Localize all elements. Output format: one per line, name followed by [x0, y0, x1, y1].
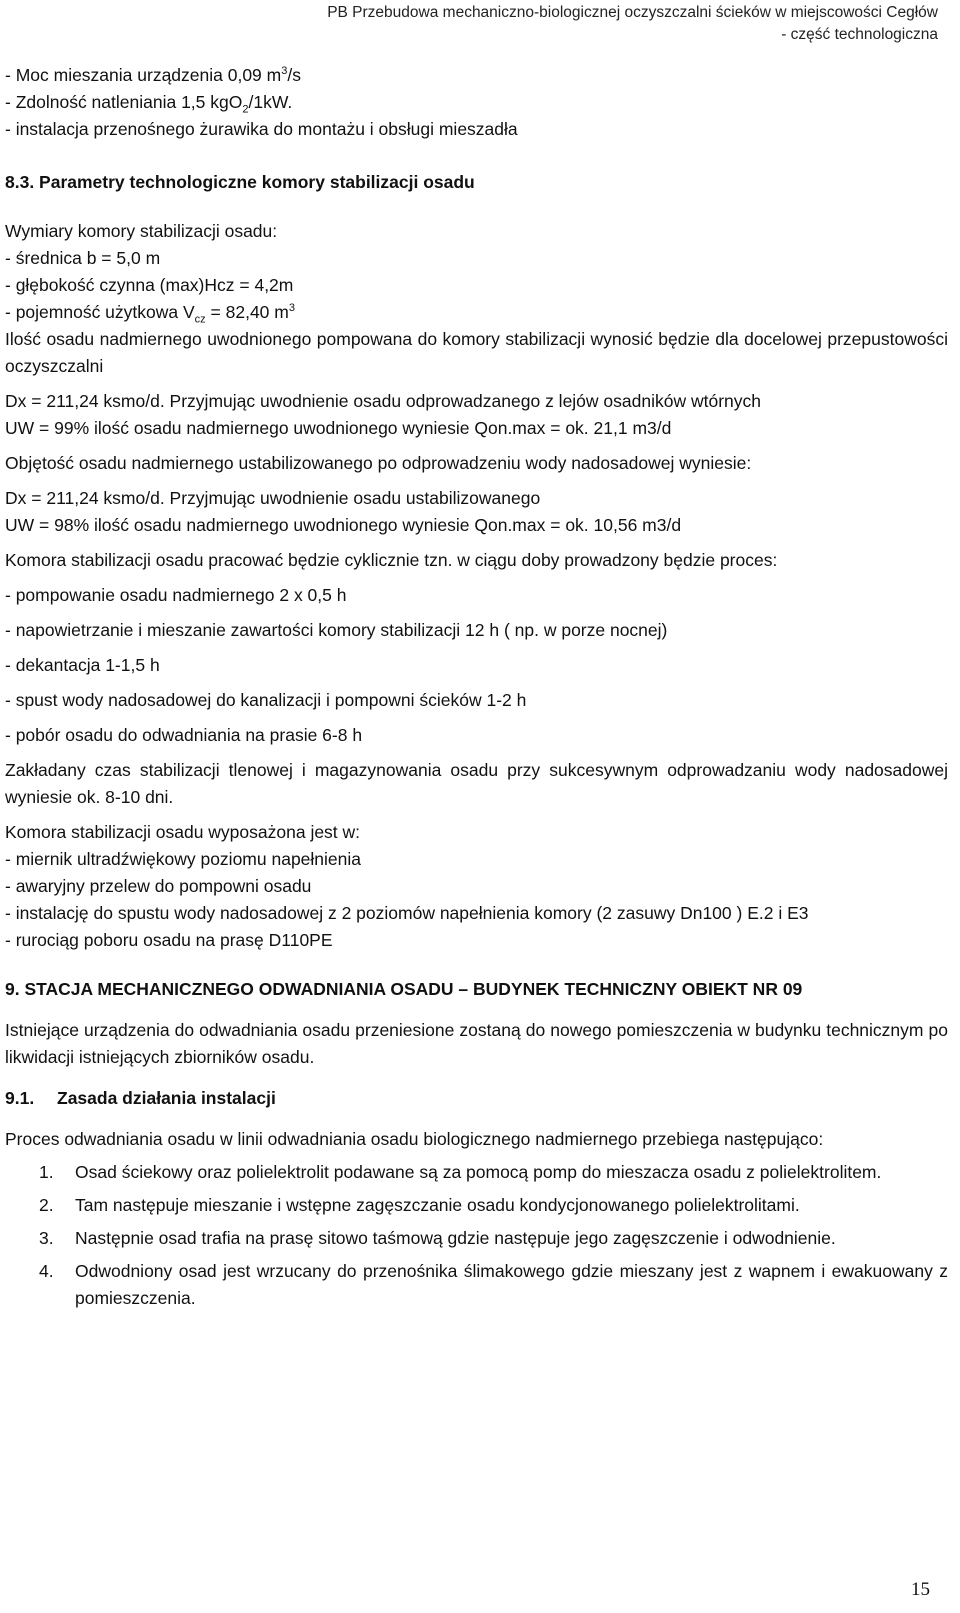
mixer-power-line: - Moc mieszania urządzenia 0,09 $m^3/s$ — [5, 65, 301, 85]
header-project-title: PB Przebudowa mechaniczno-biologicznej oczyszczalni ścieków w miejscowości Cegłów — [327, 4, 938, 21]
dims-intro: Wymiary komory stabilizacji osadu: — [5, 221, 278, 241]
item-text: Osad ściekowy oraz polielektrolit podawane są za pomocą pomp do mieszacza osadu z polielektrolitem. — [75, 1162, 882, 1182]
list-item: - instalację do spustu wody nadosadowej z 2 poziomów napełnienia komory (2 zasuwy Dn100 ) E.2 i E3 — [5, 903, 809, 923]
paragraph-existing-devices: Istniejące urządzenia do odwadniania osadu przeniesione zostaną do nowego pomieszczenia w budynku technicznym po likwidacji istniejących zbiorników osadu. — [5, 1020, 948, 1067]
item-text: Następnie osad trafia na prasę sitowo taśmową gdzie następuje jego zagęszczenie i odwodnienie. — [75, 1228, 836, 1248]
item-number: 4. — [39, 1261, 54, 1281]
list-item — [5, 1159, 948, 1186]
dims-depth: - głębokość czynna (max)Hcz = 4,2m — [5, 275, 294, 295]
dims-volume: - pojemność użytkowa $V_{cz} = 82,40$ $m^3$ — [5, 302, 295, 326]
item-text: Odwodniony osad jest wrzucany do przenośnika ślimakowego gdzie mieszany jest z wapnem i ewakuowany z pomieszczenia. — [75, 1261, 948, 1308]
list-item: - spust wody nadosadowej do kanalizacji i pompowni ścieków 1-2 h — [5, 690, 527, 710]
list-item: - dekantacja 1-1,5 h — [5, 655, 160, 675]
item-number: 3. — [39, 1228, 54, 1248]
item-number: 1. — [39, 1162, 54, 1182]
paragraph-dewatering-process: Proces odwadniania osadu w linii odwadniania osadu biologicznego nadmiernego przebiega następująco: — [5, 1129, 824, 1149]
list-item: - napowietrzanie i mieszanie zawartości komory stabilizacji 12 h ( np. w porze nocnej) — [5, 620, 668, 640]
paragraph-sludge-amount: Ilość osadu nadmiernego uwodnionego pompowana do komory stabilizacji wynosić będzie dla docelowej przepustowości oczyszczalni — [5, 329, 948, 376]
paragraph-dx-1: Dx = 211,24 ksmo/d. Przyjmując uwodnienie osadu odprowadzanego z lejów osadników wtórnych UW = 99% ilość osadu nadmiernego uwodnionego wyniesie Qon.max = ok. 21,1 m3/d — [5, 391, 761, 438]
list-item — [5, 1225, 948, 1252]
paragraph-stabilized-volume: Objętość osadu nadmiernego ustabilizowanego po odprowadzeniu wody nadosadowej wyniesie: — [5, 453, 752, 473]
mixer-oxygen-line: - Zdolność natleniania 1,5 kgO$_2$/1kW. — [5, 92, 293, 116]
section-9-1-heading — [5, 1085, 948, 1112]
list-item: - pobór osadu do odwadniania na prasie 6-8 h — [5, 725, 363, 745]
list-item: - pompowanie osadu nadmiernego 2 x 0,5 h — [5, 585, 347, 605]
section-number: 9.1. — [5, 1088, 35, 1108]
list-item: - miernik ultradźwiękowy poziomu napełnienia — [5, 849, 361, 869]
paragraph-dx-2: Dx = 211,24 ksmo/d. Przyjmując uwodnienie osadu ustabilizowanego UW = 98% ilość osadu nadmiernego uwodnionego wyniesie Qon.max = ok. 10,56 m3/d — [5, 488, 682, 535]
list-item — [5, 1258, 948, 1312]
mixer-specs — [5, 62, 948, 143]
list-item — [5, 1192, 948, 1219]
dims-diameter: - średnica b = 5,0 m — [5, 248, 161, 268]
dewatering-steps-list — [5, 1159, 948, 1312]
document-body — [5, 62, 948, 1312]
equipment-intro: Komora stabilizacji osadu wyposażona jest w: — [5, 822, 361, 842]
mixer-crane-line: - instalacja przenośnego żurawika do montażu i obsługi mieszadła — [5, 119, 518, 139]
list-item: - rurociąg poboru osadu na prasę D110PE — [5, 930, 333, 950]
paragraph-stabilization-time: Zakładany czas stabilizacji tlenowej i magazynowania osadu przy sukcesywnym odprowadzaniu wody nadosadowej wyniesie ok. 8-10 dni. — [5, 760, 948, 807]
chamber-dimensions — [5, 218, 948, 380]
page-header — [327, 2, 938, 46]
section-title: Zasada działania instalacji — [57, 1088, 276, 1108]
item-number: 2. — [39, 1195, 54, 1215]
process-steps-list — [5, 582, 948, 749]
section-8-3-heading: 8.3. Parametry technologiczne komory stabilizacji osadu — [5, 172, 475, 192]
section-9-heading: 9. STACJA MECHANICZNEGO ODWADNIANIA OSADU – BUDYNEK TECHNICZNY OBIEKT NR 09 — [5, 979, 803, 999]
page-number: 15 — [911, 1579, 930, 1600]
list-item: - awaryjny przelew do pompowni osadu — [5, 876, 312, 896]
header-subtitle: - część technologiczna — [781, 26, 938, 43]
equipment-list — [5, 819, 948, 954]
item-text: Tam następuje mieszanie i wstępne zagęszczanie osadu kondycjonowanego polielektrolitami. — [75, 1195, 800, 1215]
paragraph-cycle: Komora stabilizacji osadu pracować będzie cyklicznie tzn. w ciągu doby prowadzony będzie proces: — [5, 550, 778, 570]
